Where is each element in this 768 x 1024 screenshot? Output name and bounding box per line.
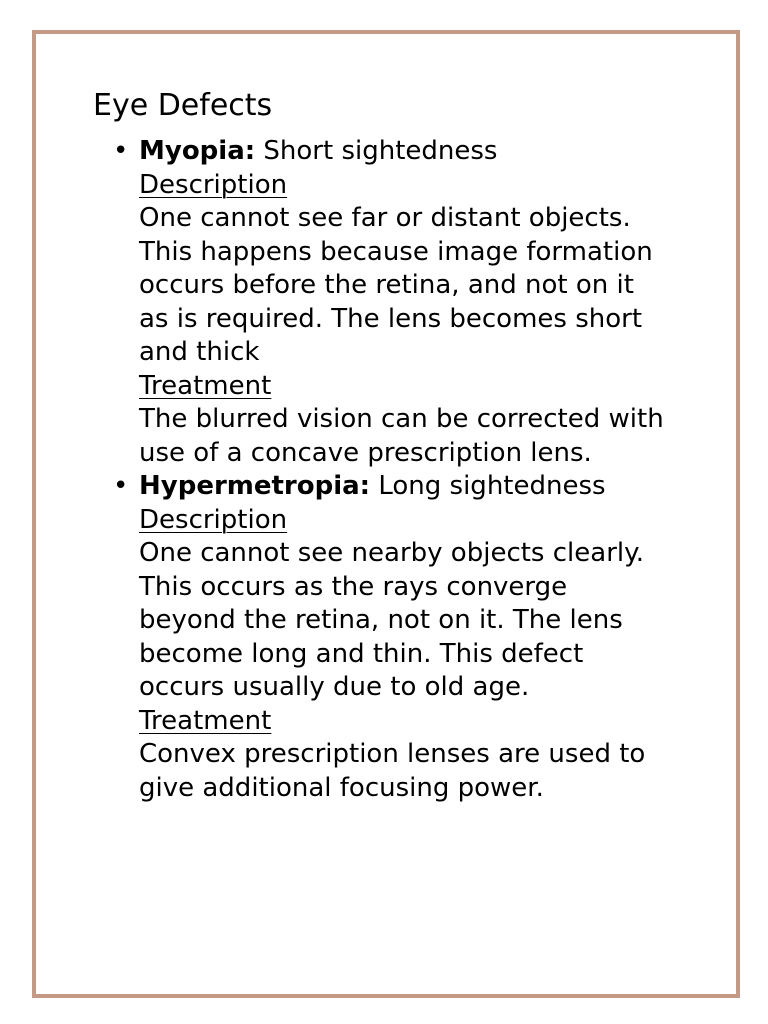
defect-subtitle: Short sightedness xyxy=(263,136,498,166)
description-paragraph: This happens because image formation occurs before the retina, and not on it as is required. The lens becomes short and thick xyxy=(139,236,653,367)
document-body xyxy=(93,86,693,805)
list-item-myopia xyxy=(93,135,669,470)
description-paragraph: One cannot see far or distant objects. xyxy=(139,203,631,233)
treatment-text: Convex prescription lenses are used to give additional focusing power. xyxy=(139,739,646,803)
treatment-text: The blurred vision can be corrected with use of a concave prescription lens. xyxy=(139,404,664,468)
bullet-icon: • xyxy=(113,471,129,501)
description-heading: Description xyxy=(139,504,288,535)
description-paragraph: One cannot see nearby objects clearly. This occurs as the rays converge beyond the retina, not on it. The lens become long and thin. This defect occurs usually due to old age. xyxy=(139,538,645,702)
defect-subtitle: Long sightedness xyxy=(378,471,606,501)
treatment-heading: Treatment xyxy=(139,705,272,736)
page-title: Eye Defects xyxy=(93,88,273,123)
treatment-heading: Treatment xyxy=(139,370,272,401)
list-item-hypermetropia xyxy=(93,470,669,805)
bullet-icon: • xyxy=(113,136,129,166)
defect-list xyxy=(93,135,693,805)
defect-term: Myopia: xyxy=(139,136,256,166)
defect-term: Hypermetropia: xyxy=(139,471,371,501)
description-heading: Description xyxy=(139,169,288,200)
